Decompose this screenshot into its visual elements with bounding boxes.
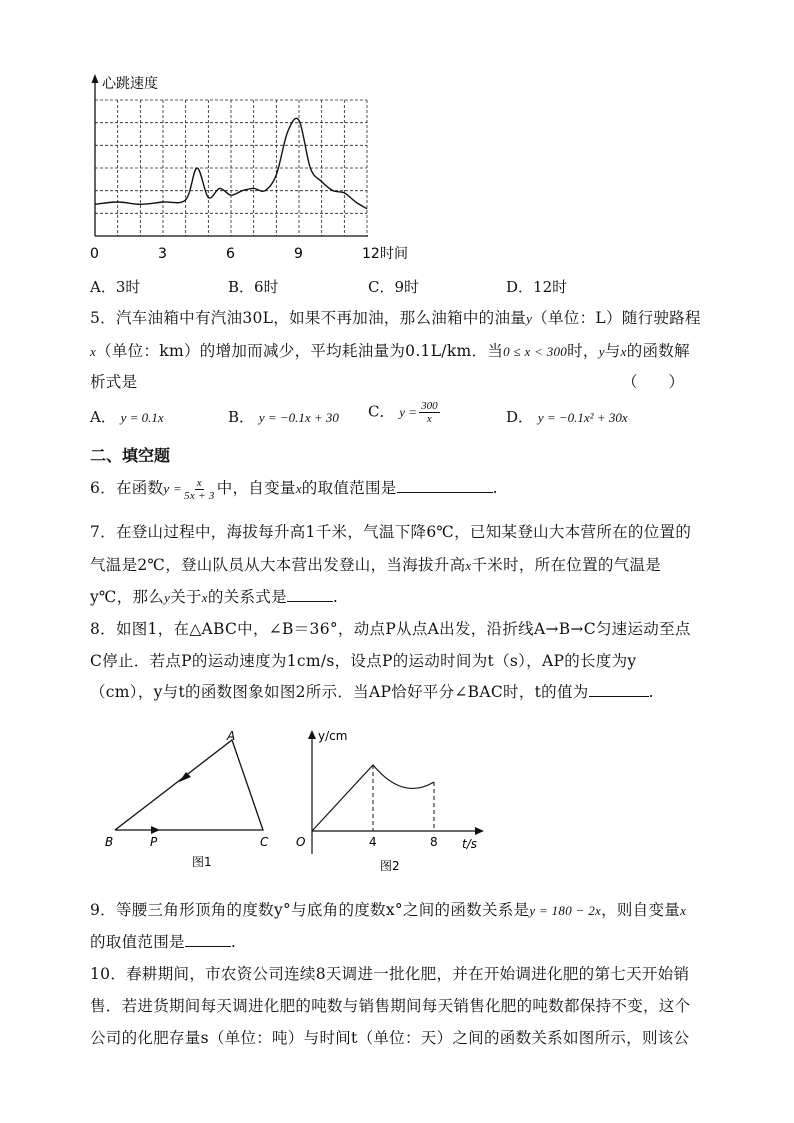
figure-1-caption: 图1	[192, 855, 212, 869]
x-tick-labels	[90, 246, 380, 262]
y-axis-arrow-icon	[92, 74, 99, 83]
q5-option-d[interactable]: D． y = −0.1x² + 30x	[506, 408, 628, 426]
figure-2-caption: 图2	[380, 859, 400, 873]
q8-line-3: （cm），y与t的函数图象如图2所示．当AP恰好平分∠BAC时，t的值为 .	[90, 683, 654, 701]
q9-line-2: 的取值范围是 .	[90, 933, 237, 951]
x-tick-label: 0	[90, 246, 99, 262]
q7-line-2: 气温是2℃，登山队员从大本营出发登山，当海拔升高x千米时，所在位置的气温是	[90, 556, 662, 574]
q9-answer-blank[interactable]	[185, 932, 231, 947]
fig2-tick-8: 8	[430, 835, 438, 849]
q4-option-d[interactable]: D．12时	[506, 278, 568, 296]
q9-line-1: 9．等腰三角形顶角的度数y°与底角的度数x°之间的函数关系是y = 180 − 2x，则自变量x	[90, 901, 687, 919]
q5-option-c[interactable]: C． y = $\frac{300}{x}$	[368, 400, 438, 425]
q6-line: 6．在函数y = $\frac{x}{5x + 3}$ 中，自变量x的取值范围是 .	[90, 476, 498, 502]
q8-answer-blank[interactable]	[589, 682, 649, 697]
y-axis-label: 心跳速度	[102, 76, 158, 92]
fig2-y-label: y/cm	[318, 729, 348, 743]
x-tick-label: 3	[158, 246, 167, 262]
q8-line-2: C停止．若点P的运动速度为1cm/s，设点P的运动时间为t（s），AP的长度为y	[90, 652, 637, 670]
q7-line-3: y℃，那么y关于x的关系式是 .	[90, 588, 339, 606]
triangle-edges	[115, 740, 263, 830]
q5-line-1: 5．汽车油箱中有汽油30L，如果不再加油，那么油箱中的油量y（单位：L）随行驶路程	[90, 309, 701, 327]
heart-rate-chart	[80, 70, 420, 270]
q6-answer-blank[interactable]	[397, 478, 493, 493]
fig2-x-label: t/s	[462, 837, 477, 851]
q10-line-1: 10．春耕期间，市农资公司连续8天调进一批化肥，并在开始调进化肥的第七天开始销	[90, 965, 690, 983]
q7-line-1: 7．在登山过程中，海拔每升高1千米，气温下降6℃，已知某登山大本营所在的位置的	[90, 523, 692, 541]
q4-option-a[interactable]: A．3时	[90, 278, 141, 296]
x-tick-label: 6	[226, 246, 235, 262]
direction-arrow-icon-bc	[151, 826, 160, 834]
fig2-y-arrow-icon	[308, 730, 316, 739]
chart-grid	[95, 100, 367, 236]
q5-option-a[interactable]: A． y = 0.1x	[90, 408, 164, 426]
fig2-x-arrow-icon	[475, 827, 484, 835]
q7-answer-blank[interactable]	[287, 587, 333, 602]
q5-line-2: x（单位：km）的增加而减少，平均耗油量为0.1L/km．当0 ≤ x < 300时，y与x的函数解	[90, 342, 690, 360]
fig2-tick-4: 4	[369, 835, 377, 849]
x-tick-label: 12	[362, 246, 380, 262]
answer-paren: （ ）	[622, 373, 685, 391]
figure-2-graph	[284, 722, 504, 878]
point-label-p: P	[150, 835, 158, 849]
q4-option-c[interactable]: C．9时	[368, 278, 420, 296]
q10-line-3: 公司的化肥存量s（单位：吨）与时间t（单位：天）之间的函数关系如图所示，则该公	[90, 1029, 690, 1047]
q4-option-b[interactable]: B．6时	[228, 278, 279, 296]
vertex-label-b: B	[105, 835, 114, 849]
x-tick-label: 9	[294, 246, 303, 262]
q8-line-1: 8．如图1，在△ABC中，∠B＝36°，动点P从点A出发，沿折线A→B→C匀速运动至点	[90, 620, 691, 638]
q10-line-2: 售．若进货期间每天调进化肥的吨数与销售期间每天销售化肥的吨数都保持不变，这个	[90, 997, 691, 1015]
q5-line-3: 析式是	[90, 373, 138, 391]
vertex-label-a: A	[227, 729, 236, 743]
vertex-label-c: C	[260, 835, 269, 849]
figure-1-triangle	[100, 726, 280, 876]
section-heading-fill-in: 二、填空题	[90, 446, 171, 465]
q5-option-b[interactable]: B． y = −0.1x + 30	[228, 408, 339, 426]
fig2-origin-label: O	[296, 835, 306, 849]
x-axis-label: 时间	[380, 246, 408, 262]
